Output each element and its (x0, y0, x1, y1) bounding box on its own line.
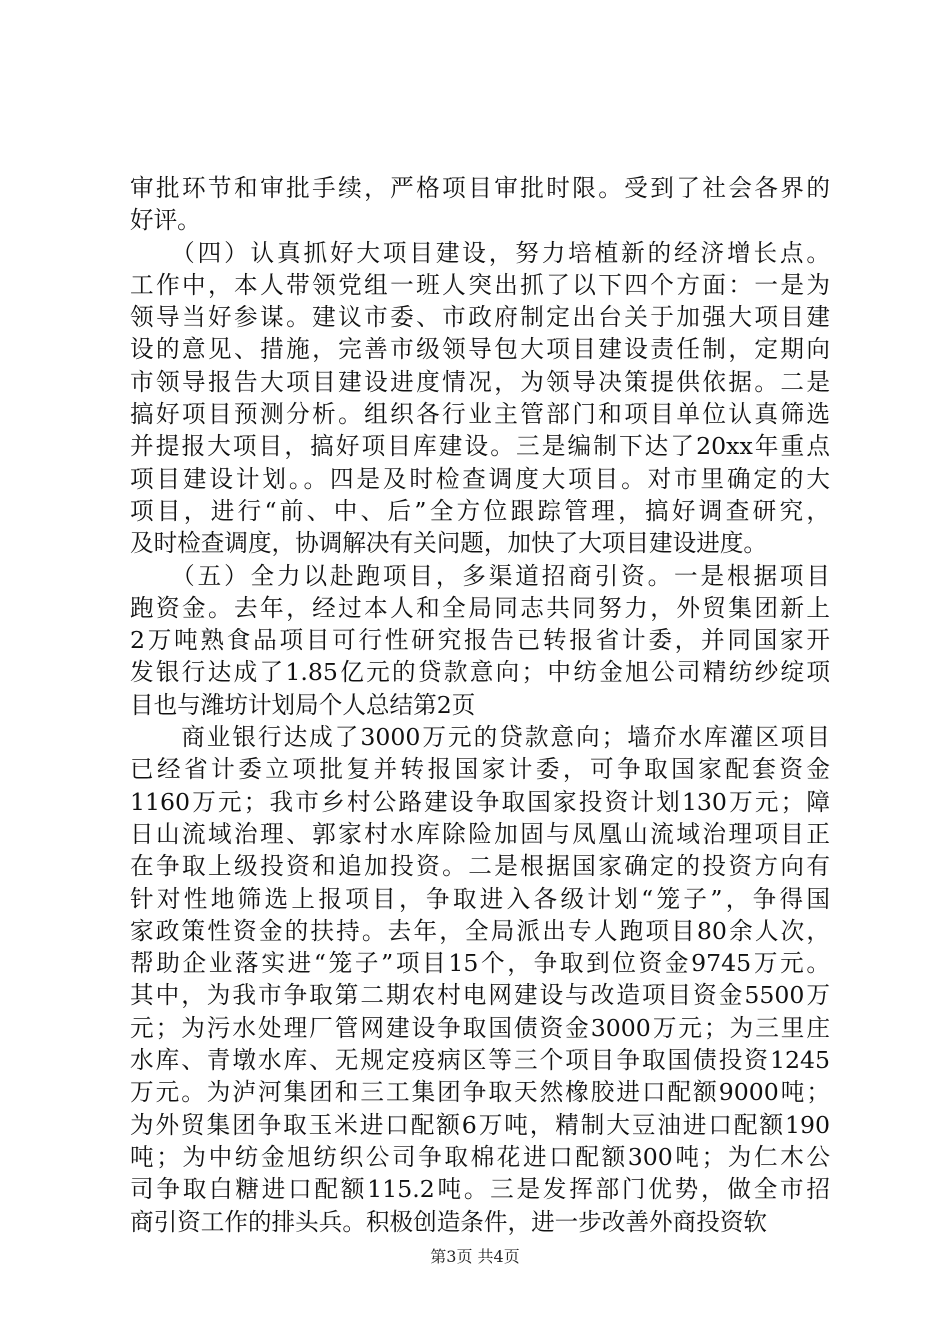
text-line: 水库、青墩水库、无规定疫病区等三个项目争取国债投资1245 (130, 1046, 830, 1075)
text-line: 其中，为我市争取第二期农村电网建设与改造项目资金5500万 (130, 981, 830, 1010)
text-line: 市领导报告大项目建设进度情况，为领导决策提供依据。二是 (130, 367, 830, 396)
text-line: 元；为污水处理厂管网建设争取国债资金3000万元；为三里庄 (130, 1013, 830, 1042)
text-line: 在争取上级投资和追加投资。二是根据国家确定的投资方向有 (130, 852, 830, 881)
page-footer: 第3页 共4页 (430, 1247, 520, 1266)
text-line: 1160万元；我市乡村公路建设争取国家投资计划130万元；障 (130, 787, 830, 816)
text-line: 商业银行达成了3000万元的贷款意向；墙夼水库灌区项目 (130, 723, 830, 752)
text-line: 审批环节和审批手续，严格项目审批时限。受到了社会各界的 (130, 174, 830, 202)
text-line: 吨；为中纺金旭纺织公司争取棉花进口配额300吨；为仁木公 (130, 1142, 830, 1171)
text-line: 工作中，本人带领党组一班人突出抓了以下四个方面：一是为 (130, 270, 830, 299)
text-line: 家政策性资金的扶持。去年，全局派出专人跑项目80余人次， (130, 916, 830, 945)
text-line: 帮助企业落实进“笼子”项目15个，争取到位资金9745万元。 (130, 949, 830, 978)
text-line: 万元。为泸河集团和三工集团争取天然橡胶进口配额9000吨； (130, 1078, 830, 1107)
text-line: 2万吨熟食品项目可行性研究报告已转报省计委，并同国家开 (130, 626, 830, 655)
text-line: 日山流域治理、郭家村水库除险加固与凤凰山流域治理项目正 (130, 819, 830, 848)
text-line: 发银行达成了1.85亿元的贷款意向；中纺金旭公司精纺纱绽项 (130, 658, 830, 687)
body-text (130, 172, 830, 1238)
text-line: 搞好项目预测分析。组织各行业主管部门和项目单位认真筛选 (130, 400, 830, 429)
text-line: 为外贸集团争取玉米进口配额6万吨，精制大豆油进口配额190 (130, 1110, 830, 1139)
text-line: 好评。 (130, 206, 201, 235)
text-line: 领导当好参谋。建议市委、市政府制定出台关于加强大项目建 (130, 303, 830, 332)
text-line: 商引资工作的排头兵。积极创造条件，进一步改善外商投资软 (130, 1207, 768, 1236)
text-line: 司争取白糖进口配额115.2吨。三是发挥部门优势，做全市招 (130, 1175, 830, 1204)
text-line: 目也与潍坊计划局个人总结第2页 (130, 690, 476, 719)
text-line: （四）认真抓好大项目建设，努力培植新的经济增长点。 (130, 238, 830, 267)
text-line: 跑资金。去年，经过本人和全局同志共同努力，外贸集团新上 (130, 593, 830, 622)
text-line: 项目建设计划。。四是及时检查调度大项目。对市里确定的大 (130, 464, 830, 493)
text-line: 已经省计委立项批复并转报国家计委，可争取国家配套资金 (130, 755, 830, 784)
text-line: 及时检查调度，协调解决有关问题，加快了大项目建设进度。 (130, 529, 768, 558)
text-line: 并提报大项目，搞好项目库建设。三是编制下达了20xx年重点 (130, 432, 830, 461)
text-line: 设的意见、措施，完善市级领导包大项目建设责任制，定期向 (130, 335, 830, 364)
text-line: （五）全力以赴跑项目，多渠道招商引资。一是根据项目 (130, 561, 830, 590)
text-line: 项目，进行“前、中、后”全方位跟踪管理，搞好调查研究， (130, 496, 830, 525)
text-line: 针对性地筛选上报项目，争取进入各级计划“笼子”，争得国 (130, 884, 830, 913)
